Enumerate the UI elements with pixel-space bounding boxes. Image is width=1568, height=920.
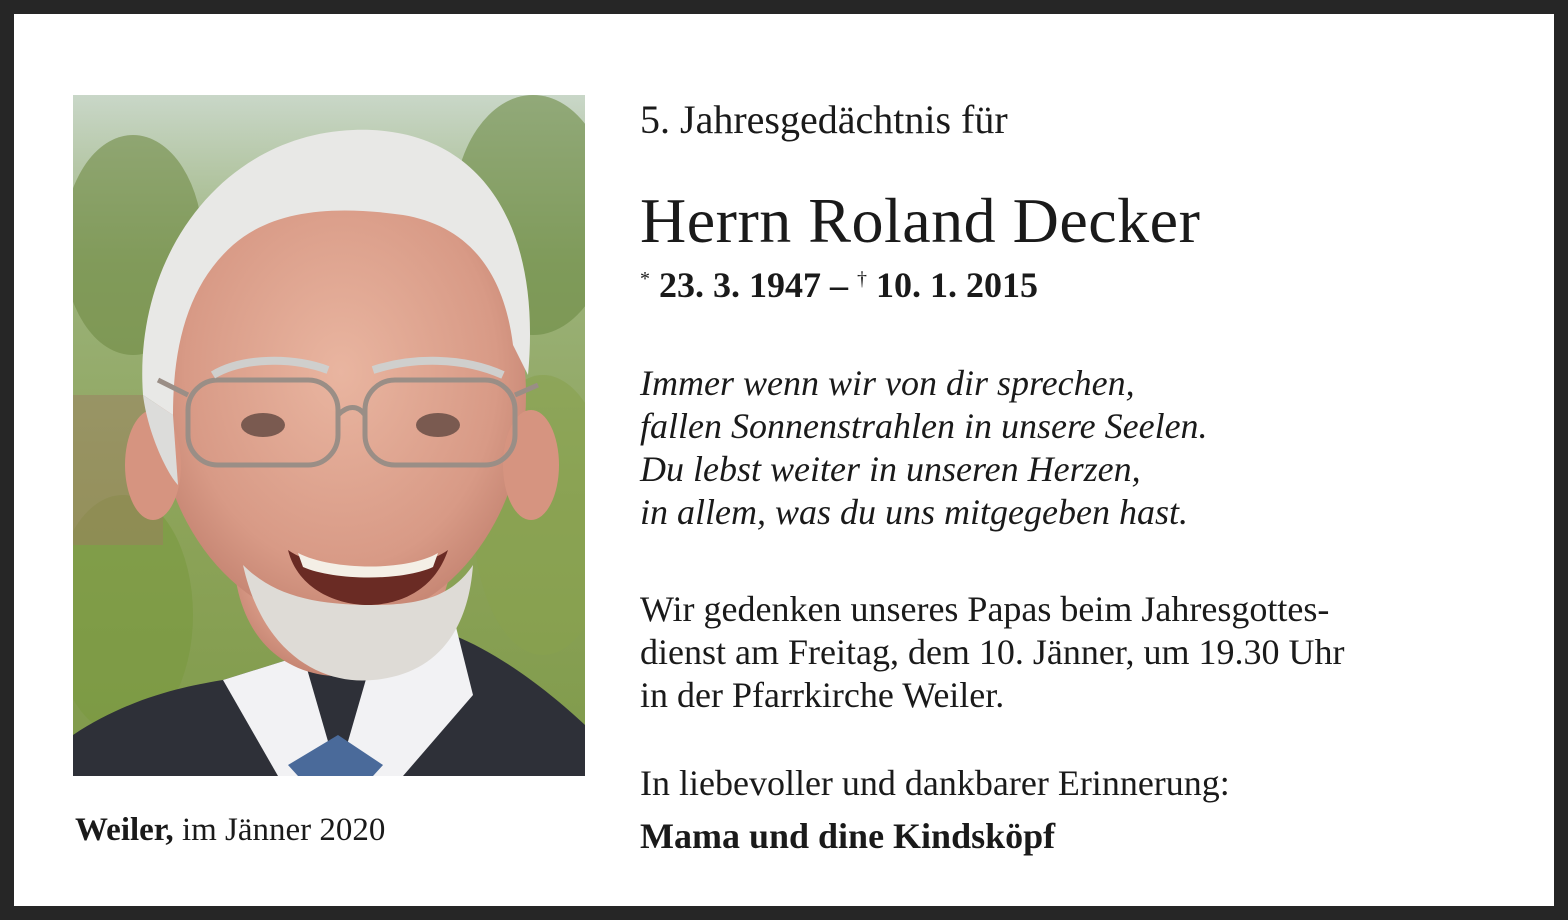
memorial-intro: 5. Jahresgedächtnis für	[640, 97, 1008, 142]
death-mark: †	[857, 268, 867, 290]
poem-line: Du lebst weiter in unseren Herzen,	[640, 449, 1141, 489]
notice-line: Wir gedenken unseres Papas beim Jahresgottes-	[640, 589, 1330, 629]
birth-date: 23. 3. 1947	[659, 265, 821, 305]
portrait-photo	[73, 95, 585, 776]
notice-line: dienst am Freitag, dem 10. Jänner, um 19.30 Uhr	[640, 632, 1345, 672]
signature-family: Mama und dine Kindsköpf	[640, 816, 1056, 856]
deceased-name: Herrn Roland Decker	[640, 185, 1201, 256]
portrait-illustration	[73, 95, 585, 776]
notice-line: in der Pfarrkirche Weiler.	[640, 675, 1005, 715]
poem-line: in allem, was du uns mitgegeben hast.	[640, 492, 1188, 532]
date-separator: –	[830, 265, 848, 305]
poem-line: Immer wenn wir von dir sprechen,	[640, 363, 1135, 403]
poem-line: fallen Sonnenstrahlen in unsere Seelen.	[640, 406, 1208, 446]
life-dates	[640, 264, 1038, 306]
memorial-poem	[640, 362, 1208, 534]
place-and-date	[75, 812, 385, 849]
place-date: im Jänner 2020	[181, 812, 386, 848]
service-notice	[640, 588, 1500, 717]
closing-line: In liebevoller und dankbarer Erinnerung:	[640, 763, 1230, 803]
birth-mark: *	[640, 268, 650, 290]
place-name: Weiler,	[75, 812, 174, 848]
death-date: 10. 1. 2015	[876, 265, 1038, 305]
